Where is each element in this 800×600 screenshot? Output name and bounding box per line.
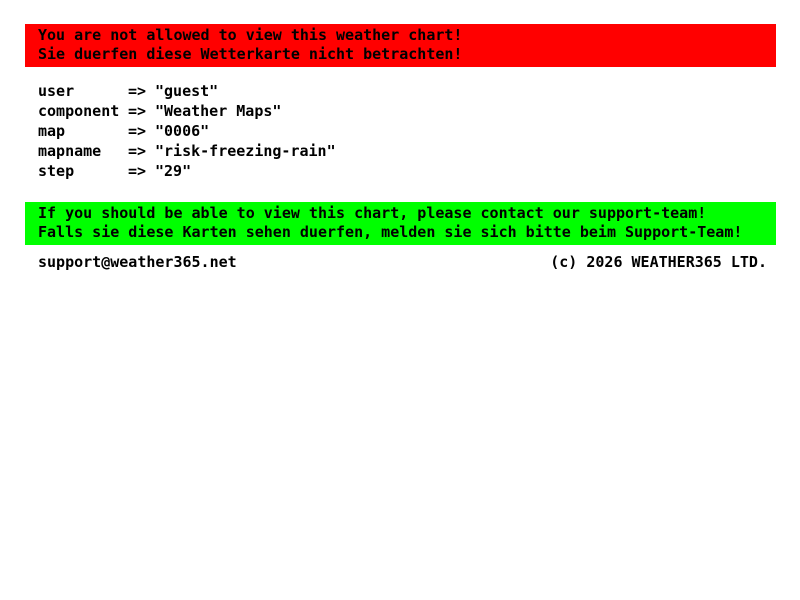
detail-key: component	[38, 102, 120, 120]
detail-row-step	[38, 161, 800, 181]
support-line-german: Falls sie diese Karten sehen duerfen, melden sie sich bitte beim Support-Team!	[38, 223, 743, 241]
detail-row-user	[38, 81, 800, 101]
arrow-glyph: =>	[128, 102, 147, 120]
detail-row-map	[38, 121, 800, 141]
arrow-glyph: =>	[128, 82, 147, 100]
detail-key: map	[38, 122, 66, 140]
detail-value: "0006"	[155, 122, 210, 140]
support-banner	[25, 202, 776, 245]
request-details	[38, 81, 800, 181]
footer	[38, 252, 767, 272]
support-email: support@weather365.net	[38, 253, 237, 271]
detail-key: step	[38, 162, 75, 180]
arrow-glyph: =>	[128, 162, 147, 180]
detail-row-mapname	[38, 141, 800, 161]
support-line-english: If you should be able to view this chart, please contact our support-team!	[38, 204, 707, 222]
detail-key: mapname	[38, 142, 102, 160]
arrow-glyph: =>	[128, 122, 147, 140]
detail-value: "guest"	[155, 82, 219, 100]
detail-key: user	[38, 82, 75, 100]
detail-value: "Weather Maps"	[155, 102, 282, 120]
error-banner	[25, 24, 776, 67]
error-line-german: Sie duerfen diese Wetterkarte nicht betrachten!	[38, 45, 463, 63]
detail-row-component	[38, 101, 800, 121]
detail-value: "29"	[155, 162, 192, 180]
error-line-english: You are not allowed to view this weather chart!	[38, 26, 463, 44]
detail-value: "risk-freezing-rain"	[155, 142, 336, 160]
copyright-notice: (c) 2026 WEATHER365 LTD.	[550, 253, 767, 271]
arrow-glyph: =>	[128, 142, 147, 160]
